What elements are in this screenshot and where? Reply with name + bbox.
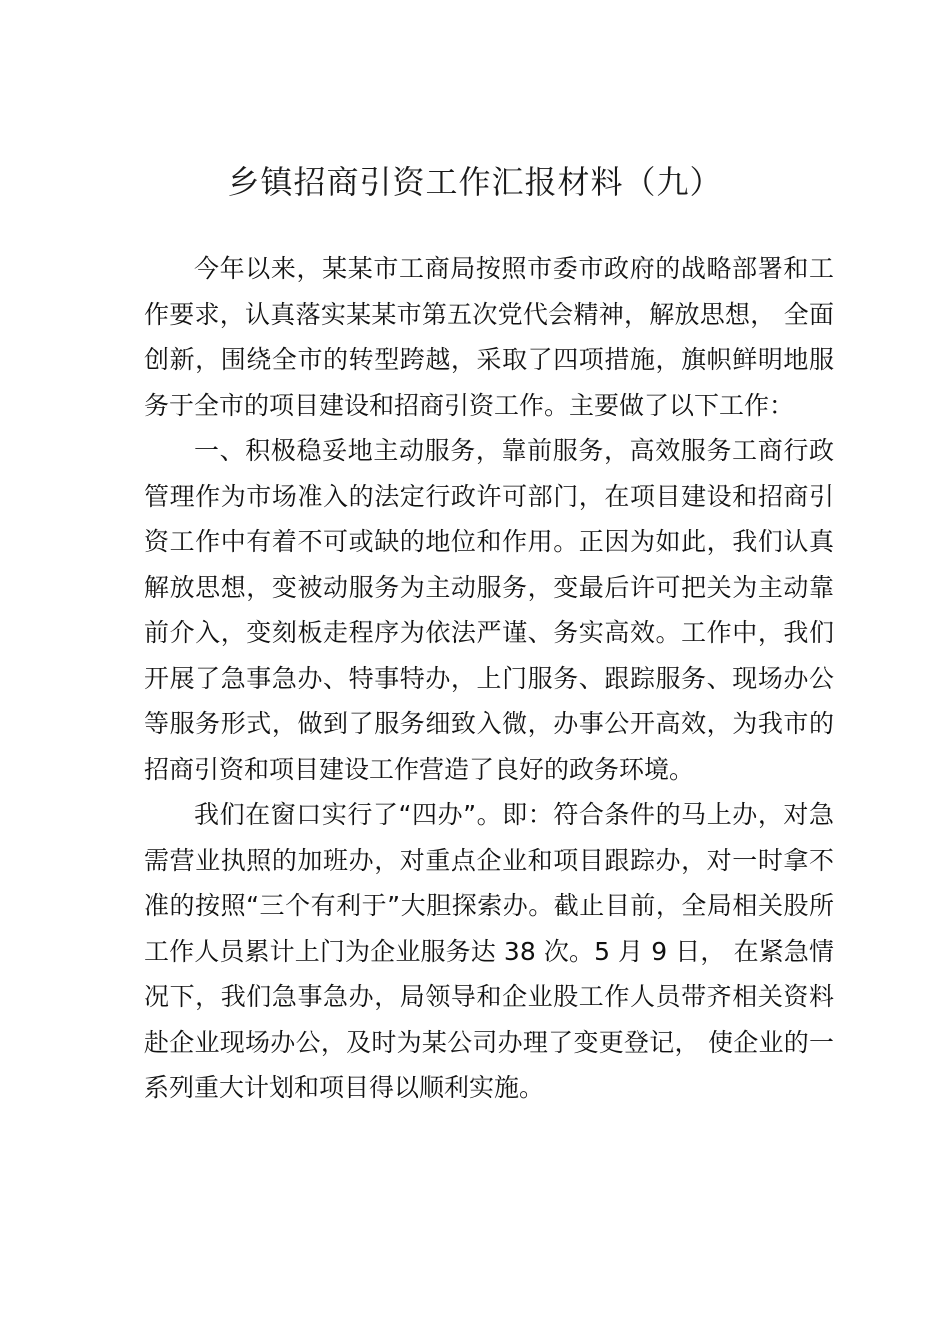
paragraph-section-one: 一、积极稳妥地主动服务，靠前服务，高效服务工商行政管理作为市场准入的法定行政许可部门，在项目建设和招商引资工作中有着不可或缺的地位和作用。正因为如此，我们认真解放思想，变被动服务为主动服务，变最后许可把关为主动靠前介入，变刻板走程序为依法严谨、务实高效。工作中，我们开展了急事急办、特事特办，上门服务、跟踪服务、现场办公等服务形式，做到了服务细致入微，办事公开高效，为我市的招商引资和项目建设工作营造了良好的政务环境。	[144, 436, 834, 784]
paragraph-four-offices: 我们在窗口实行了“四办”。即：符合条件的马上办，对急需营业执照的加班办，对重点企业和项目跟踪办，对一时拿不准的按照“三个有利于”大胆探索办。截止目前，全局相关股所工作人员累计上门为企业服务达 38 次。5 月 9 日， 在紧急情况下，我们急事急办，局领导和企业股工作人员带齐相关资料赴企业现场办公，及时为某公司办理了变更登记， 使企业的一系列重大计划和项目得以顺利实施。	[144, 800, 834, 1102]
document-body	[144, 246, 834, 1111]
document-title: 乡镇招商引资工作汇报材料（九）	[227, 163, 723, 201]
paragraph-intro: 今年以来，某某市工商局按照市委市政府的战略部署和工作要求，认真落实某某市第五次党代会精神，解放思想， 全面创新，围绕全市的转型跨越，采取了四项措施，旗帜鲜明地服务于全市的项目建设和招商引资工作。主要做了以下工作：	[144, 254, 834, 420]
